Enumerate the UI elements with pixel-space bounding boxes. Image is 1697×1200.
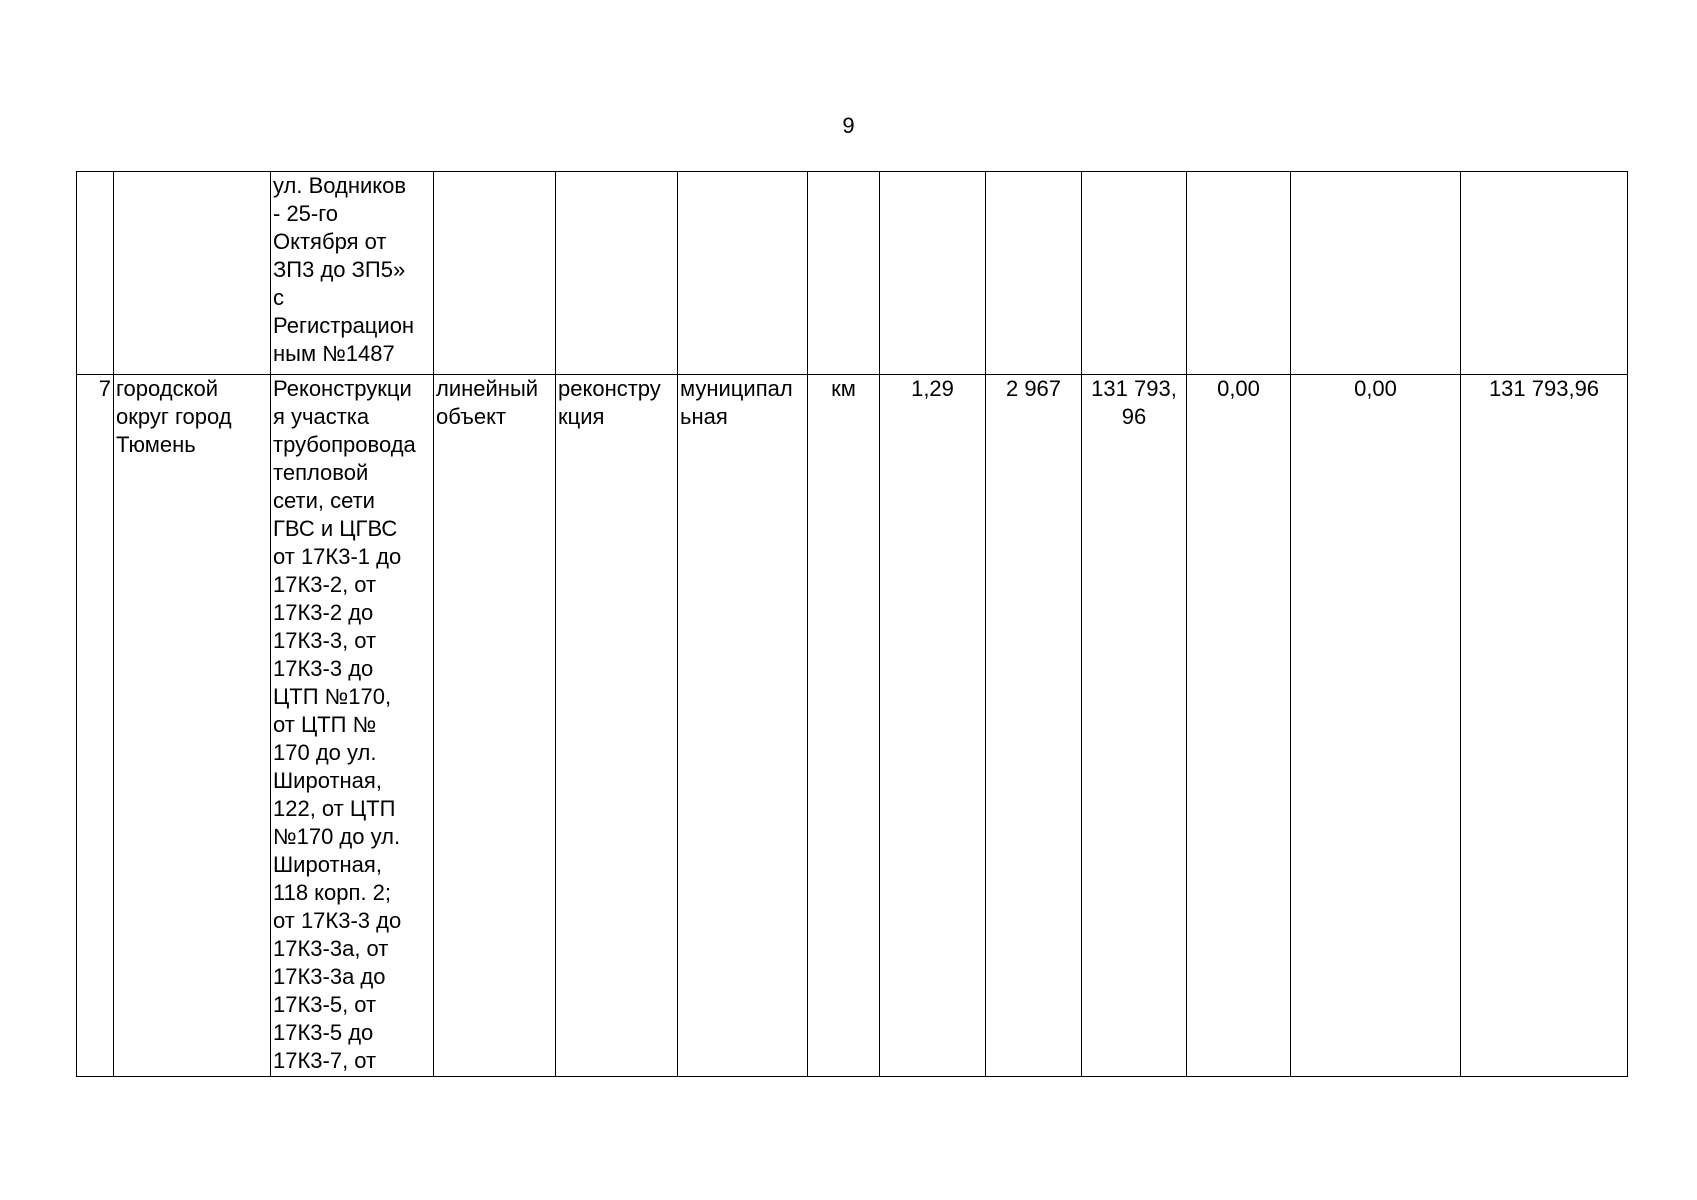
cell-object-name: ул. Водников - 25-го Октября от ЗП3 до ЗП5» с Регистрацион ным №1487: [271, 172, 434, 375]
cell-value-2: [1291, 172, 1461, 375]
cell-capacity: [880, 172, 986, 375]
cell-unit: км: [808, 375, 880, 1077]
cell-value-3: [1461, 172, 1628, 375]
cell-object-name: Реконструкци я участка трубопровода тепловой сети, сети ГВС и ЦГВС от 17К3-1 до 17К3-2, от 17К3-2 до 17К3-3, от 17К3-3 до ЦТП №170, от ЦТП № 170 до ул. Широтная, 122, от ЦТП №170 до ул. Широтная, 118 корп. 2; от 17К3-3 до 17К3-3а, от 17К3-3а до 17К3-5, от 17К3-5 до 17К3-7, от: [271, 375, 434, 1077]
cell-ownership: муниципал ьная: [678, 375, 808, 1077]
cell-total: [1082, 172, 1187, 375]
cell-territory: городской округ город Тюмень: [114, 375, 271, 1077]
cell-value-1: 0,00: [1187, 375, 1291, 1077]
cell-total: 131 793, 96: [1082, 375, 1187, 1077]
cell-work-type: [556, 172, 678, 375]
table-row: [77, 172, 1628, 375]
cell-value-2: 0,00: [1291, 375, 1461, 1077]
cell-year: 2 967: [986, 375, 1082, 1077]
cell-ownership: [678, 172, 808, 375]
cell-work-type: реконстру кция: [556, 375, 678, 1077]
cell-unit: [808, 172, 880, 375]
cell-num: [77, 172, 114, 375]
page-number: 9: [842, 113, 855, 138]
cell-num: 7: [77, 375, 114, 1077]
cell-territory: [114, 172, 271, 375]
cell-capacity: 1,29: [880, 375, 986, 1077]
cell-object-type: линейный объект: [434, 375, 556, 1077]
cell-value-3: 131 793,96: [1461, 375, 1628, 1077]
cell-object-type: [434, 172, 556, 375]
cell-year: [986, 172, 1082, 375]
data-table: [76, 171, 1628, 1077]
cell-value-1: [1187, 172, 1291, 375]
table-row: [77, 375, 1628, 1077]
